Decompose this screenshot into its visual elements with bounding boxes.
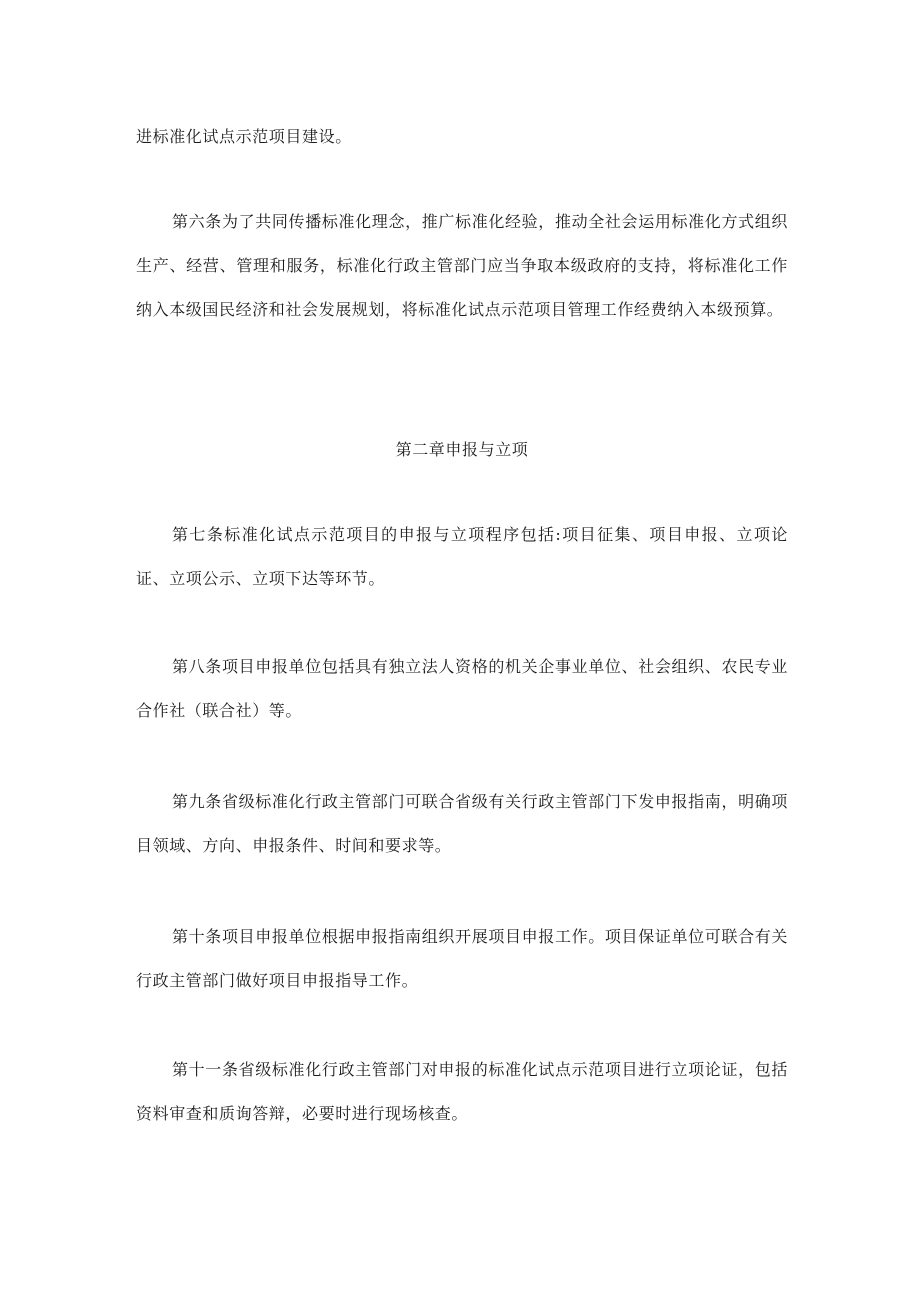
article-8-paragraph: 第八条项目申报单位包括具有独立法人资格的机关企事业单位、社会组织、农民专业合作社（联合社）等。 — [136, 657, 788, 720]
article-9-paragraph: 第九条省级标准化行政主管部门可联合省级有关行政主管部门下发申报指南，明确项目领域、方向、申报条件、时间和要求等。 — [136, 792, 788, 855]
article-6-paragraph: 第六条为了共同传播标准化理念，推广标准化经验，推动全社会运用标准化方式组织生产、经营、管理和服务，标准化行政主管部门应当争取本级政府的支持，将标准化工作纳入本级国民经济和社会发展规划，将标准化试点示范项目管理工作经费纳入本级预算。 — [136, 212, 788, 319]
article-7-paragraph: 第七条标准化试点示范项目的申报与立项程序包括:项目征集、项目申报、立项论证、立项公示、立项下达等环节。 — [136, 525, 788, 588]
article-10-paragraph: 第十条项目申报单位根据申报指南组织开展项目申报工作。项目保证单位可联合有关行政主管部门做好项目申报指导工作。 — [136, 927, 788, 990]
chapter-2-heading: 第二章申报与立项 — [395, 440, 529, 459]
paragraph-continuation: 进标准化试点示范项目建设。 — [136, 127, 352, 146]
article-11-paragraph: 第十一条省级标准化行政主管部门对申报的标准化试点示范项目进行立项论证，包括资料审查和质询答辩，必要时进行现场核查。 — [136, 1060, 788, 1123]
